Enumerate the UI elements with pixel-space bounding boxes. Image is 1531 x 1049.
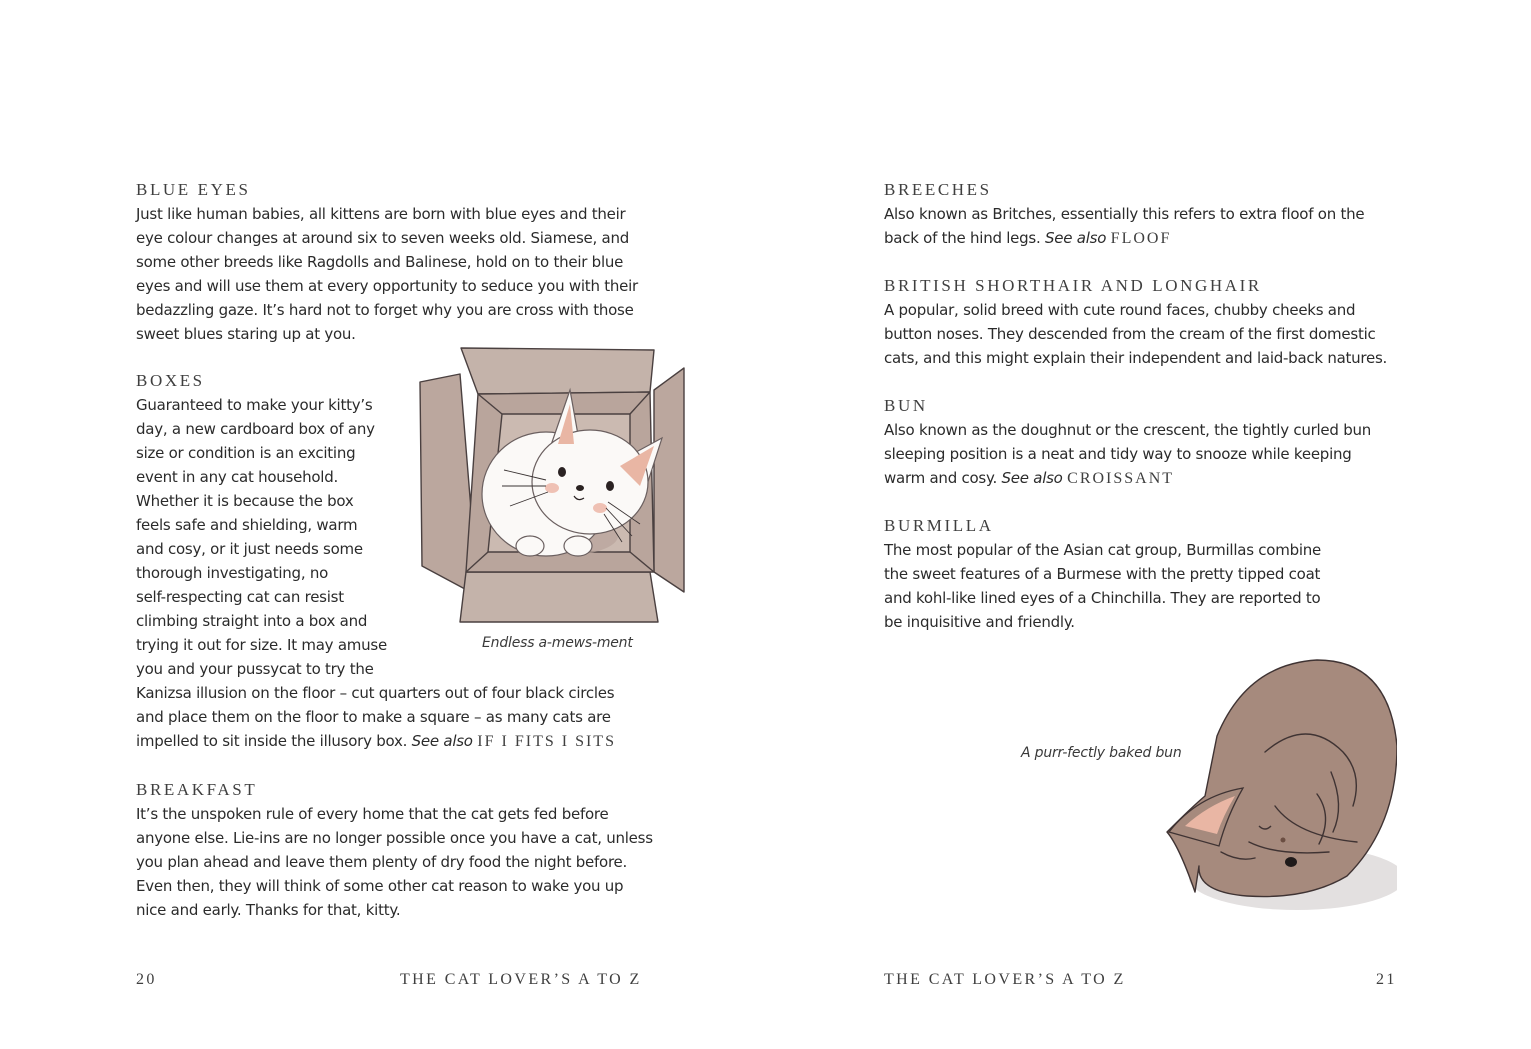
entry-body-burmilla: [884, 538, 1321, 634]
cross-reference-link[interactable]: IF I FITS I SITS: [477, 733, 616, 750]
text-line: Also known as the doughnut or the crescent, the tightly curled bun: [884, 421, 1371, 439]
text-line: anyone else. Lie-ins are no longer possible once you have a cat, unless: [136, 829, 653, 847]
text-line: eyes and will use them at every opportunity to seduce you with their: [136, 277, 638, 295]
text-line: sweet blues staring up at you.: [136, 325, 356, 343]
see-also-label: See also: [1001, 469, 1063, 487]
curled-brown-cat-illustration: [1157, 656, 1397, 916]
see-also-label: See also: [411, 732, 473, 750]
cross-reference-link[interactable]: FLOOF: [1110, 230, 1172, 247]
text-line-content: warm and cosy.: [884, 469, 997, 487]
text-line: [884, 466, 1371, 491]
text-line: Kanizsa illusion on the floor – cut quarters out of four black circles: [136, 684, 615, 702]
text-line: climbing straight into a box and: [136, 612, 368, 630]
illustration-caption-box: Endless a-mews-ment: [482, 635, 633, 651]
text-line: [136, 729, 616, 754]
text-line: day, a new cardboard box of any: [136, 420, 375, 438]
text-line: bedazzling gaze. It’s hard not to forget why you are cross with those: [136, 301, 634, 319]
text-line: be inquisitive and friendly.: [884, 613, 1075, 631]
text-line: nice and early. Thanks for that, kitty.: [136, 901, 401, 919]
text-line: event in any cat household.: [136, 468, 338, 486]
text-line: and place them on the floor to make a square – as many cats are: [136, 708, 611, 726]
text-line: you and your pussycat to try the: [136, 660, 374, 678]
entry-heading-breeches: BREECHES: [884, 180, 992, 199]
entry-body-breakfast: [136, 802, 653, 922]
text-line: and cosy, or it just needs some: [136, 540, 363, 558]
entry-heading-burmilla: BURMILLA: [884, 516, 994, 535]
entry-heading-british: BRITISH SHORTHAIR AND LONGHAIR: [884, 276, 1262, 295]
running-footer-title: THE CAT LOVER’S A TO Z: [400, 971, 642, 988]
text-line: It’s the unspoken rule of every home that the cat gets fed before: [136, 805, 609, 823]
text-line: and kohl-like lined eyes of a Chinchilla. They are reported to: [884, 589, 1321, 607]
text-line: the sweet features of a Burmese with the pretty tipped coat: [884, 565, 1321, 583]
page-number: 20: [136, 971, 157, 988]
text-line: some other breeds like Ragdolls and Balinese, hold on to their blue: [136, 253, 624, 271]
entry-heading-blue-eyes: BLUE EYES: [136, 180, 251, 199]
right-page: [765, 0, 1531, 1049]
entry-body-bun: [884, 418, 1371, 491]
text-line: you plan ahead and leave them plenty of dry food the night before.: [136, 853, 628, 871]
entry-body-breeches: [884, 202, 1364, 251]
left-page: [0, 0, 765, 1049]
text-line: feels safe and shielding, warm: [136, 516, 358, 534]
entry-heading-boxes: BOXES: [136, 371, 205, 390]
text-line: Just like human babies, all kittens are born with blue eyes and their: [136, 205, 626, 223]
text-line: Guaranteed to make your kitty’s: [136, 396, 373, 414]
entry-heading-bun: BUN: [884, 396, 928, 415]
text-line: eye colour changes at around six to seven weeks old. Siamese, and: [136, 229, 629, 247]
entry-heading-breakfast: BREAKFAST: [136, 780, 258, 799]
text-line-content: back of the hind legs.: [884, 229, 1041, 247]
text-line: cats, and this might explain their independent and laid-back natures.: [884, 349, 1388, 367]
text-line: sleeping position is a neat and tidy way to snooze while keeping: [884, 445, 1352, 463]
text-line: button noses. They descended from the cream of the first domestic: [884, 325, 1376, 343]
entry-body-blue-eyes: [136, 202, 638, 346]
running-footer-title: THE CAT LOVER’S A TO Z: [884, 971, 1126, 988]
illustration-caption-bun: A purr-fectly baked bun: [1021, 745, 1182, 761]
cross-reference-link[interactable]: CROISSANT: [1067, 470, 1175, 487]
text-line: thorough investigating, no: [136, 564, 329, 582]
white-kitten-in-box-illustration: [418, 346, 688, 628]
text-line: Whether it is because the box: [136, 492, 354, 510]
text-line: A popular, solid breed with cute round faces, chubby cheeks and: [884, 301, 1356, 319]
entry-body-british: [884, 298, 1387, 370]
text-line: [884, 226, 1364, 251]
text-line: self-respecting cat can resist: [136, 588, 344, 606]
text-line: trying it out for size. It may amuse: [136, 636, 387, 654]
text-line: Also known as Britches, essentially this refers to extra floof on the: [884, 205, 1365, 223]
text-line: The most popular of the Asian cat group, Burmillas combine: [884, 541, 1322, 559]
page-number: 21: [1376, 971, 1397, 988]
text-line-content: impelled to sit inside the illusory box.: [136, 732, 408, 750]
text-line: size or condition is an exciting: [136, 444, 356, 462]
text-line: Even then, they will think of some other cat reason to wake you up: [136, 877, 624, 895]
see-also-label: See also: [1045, 229, 1107, 247]
